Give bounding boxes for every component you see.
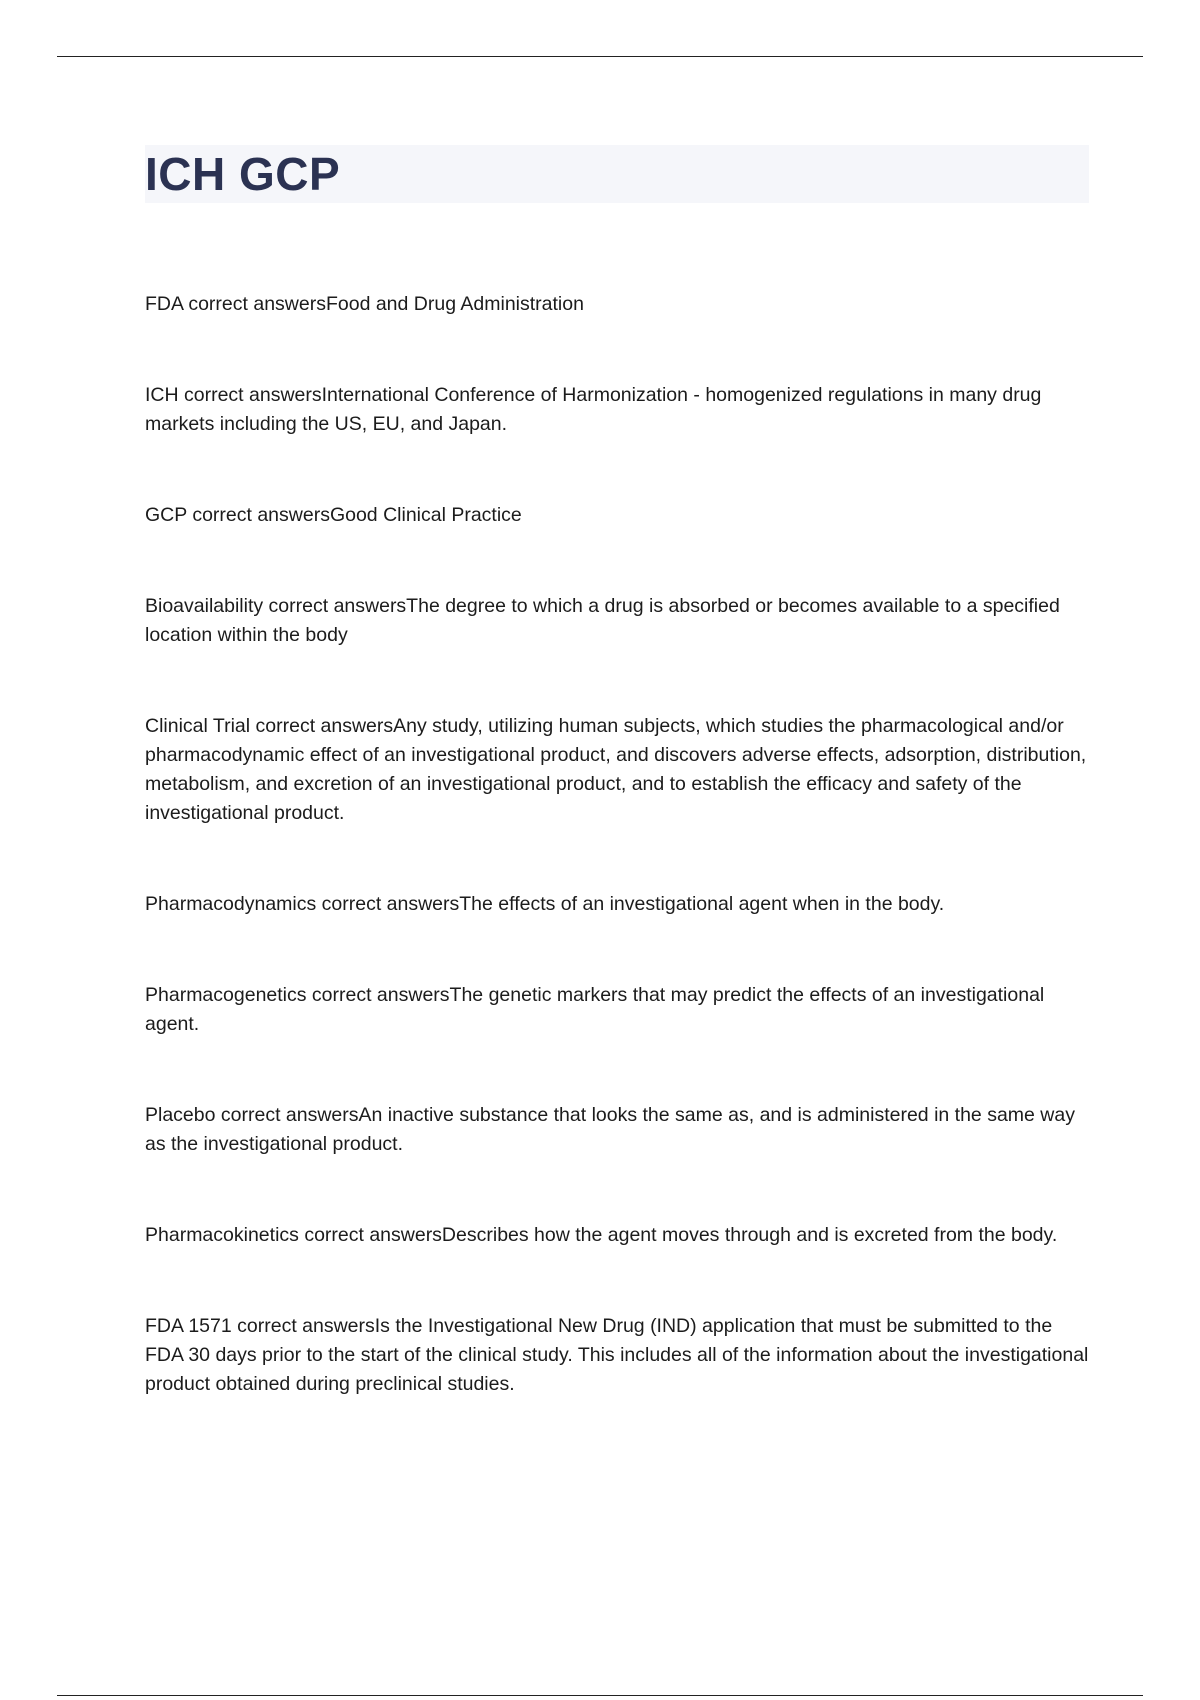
- bottom-divider: [57, 1695, 1143, 1696]
- top-divider: [57, 56, 1143, 57]
- list-item: FDA correct answersFood and Drug Administration: [145, 293, 584, 315]
- list-item: GCP correct answersGood Clinical Practice: [145, 504, 522, 526]
- list-item: Pharmacodynamics correct answersThe effects of an investigational agent when in the body.: [145, 893, 945, 915]
- list-item: FDA 1571 correct answersIs the Investigational New Drug (IND) application that must be submitted to the FDA 30 days prior to the start of the clinical study. This includes all of the information about the investigational product obtained during preclinical studies.: [145, 1315, 1089, 1395]
- list-item: Placebo correct answersAn inactive substance that looks the same as, and is administered in the same way as the investigational product.: [145, 1104, 1075, 1155]
- entry-list: [145, 290, 1089, 1399]
- list-item: Clinical Trial correct answersAny study, utilizing human subjects, which studies the pharmacological and/or pharmacodynamic effect of an investigational product, and discovers adverse effects, adsorption, distribution, metabolism, and excretion of an investigational product, and to establish the efficacy and safety of the investigational product.: [145, 715, 1087, 824]
- page-title: ICH GCP: [145, 148, 341, 200]
- list-item: Bioavailability correct answersThe degree to which a drug is absorbed or becomes available to a specified location within the body: [145, 595, 1060, 646]
- list-item: ICH correct answersInternational Conference of Harmonization - homogenized regulations in many drug markets including the US, EU, and Japan.: [145, 384, 1042, 435]
- list-item: Pharmacogenetics correct answersThe genetic markers that may predict the effects of an investigational agent.: [145, 984, 1045, 1035]
- list-item: Pharmacokinetics correct answersDescribes how the agent moves through and is excreted from the body.: [145, 1224, 1058, 1246]
